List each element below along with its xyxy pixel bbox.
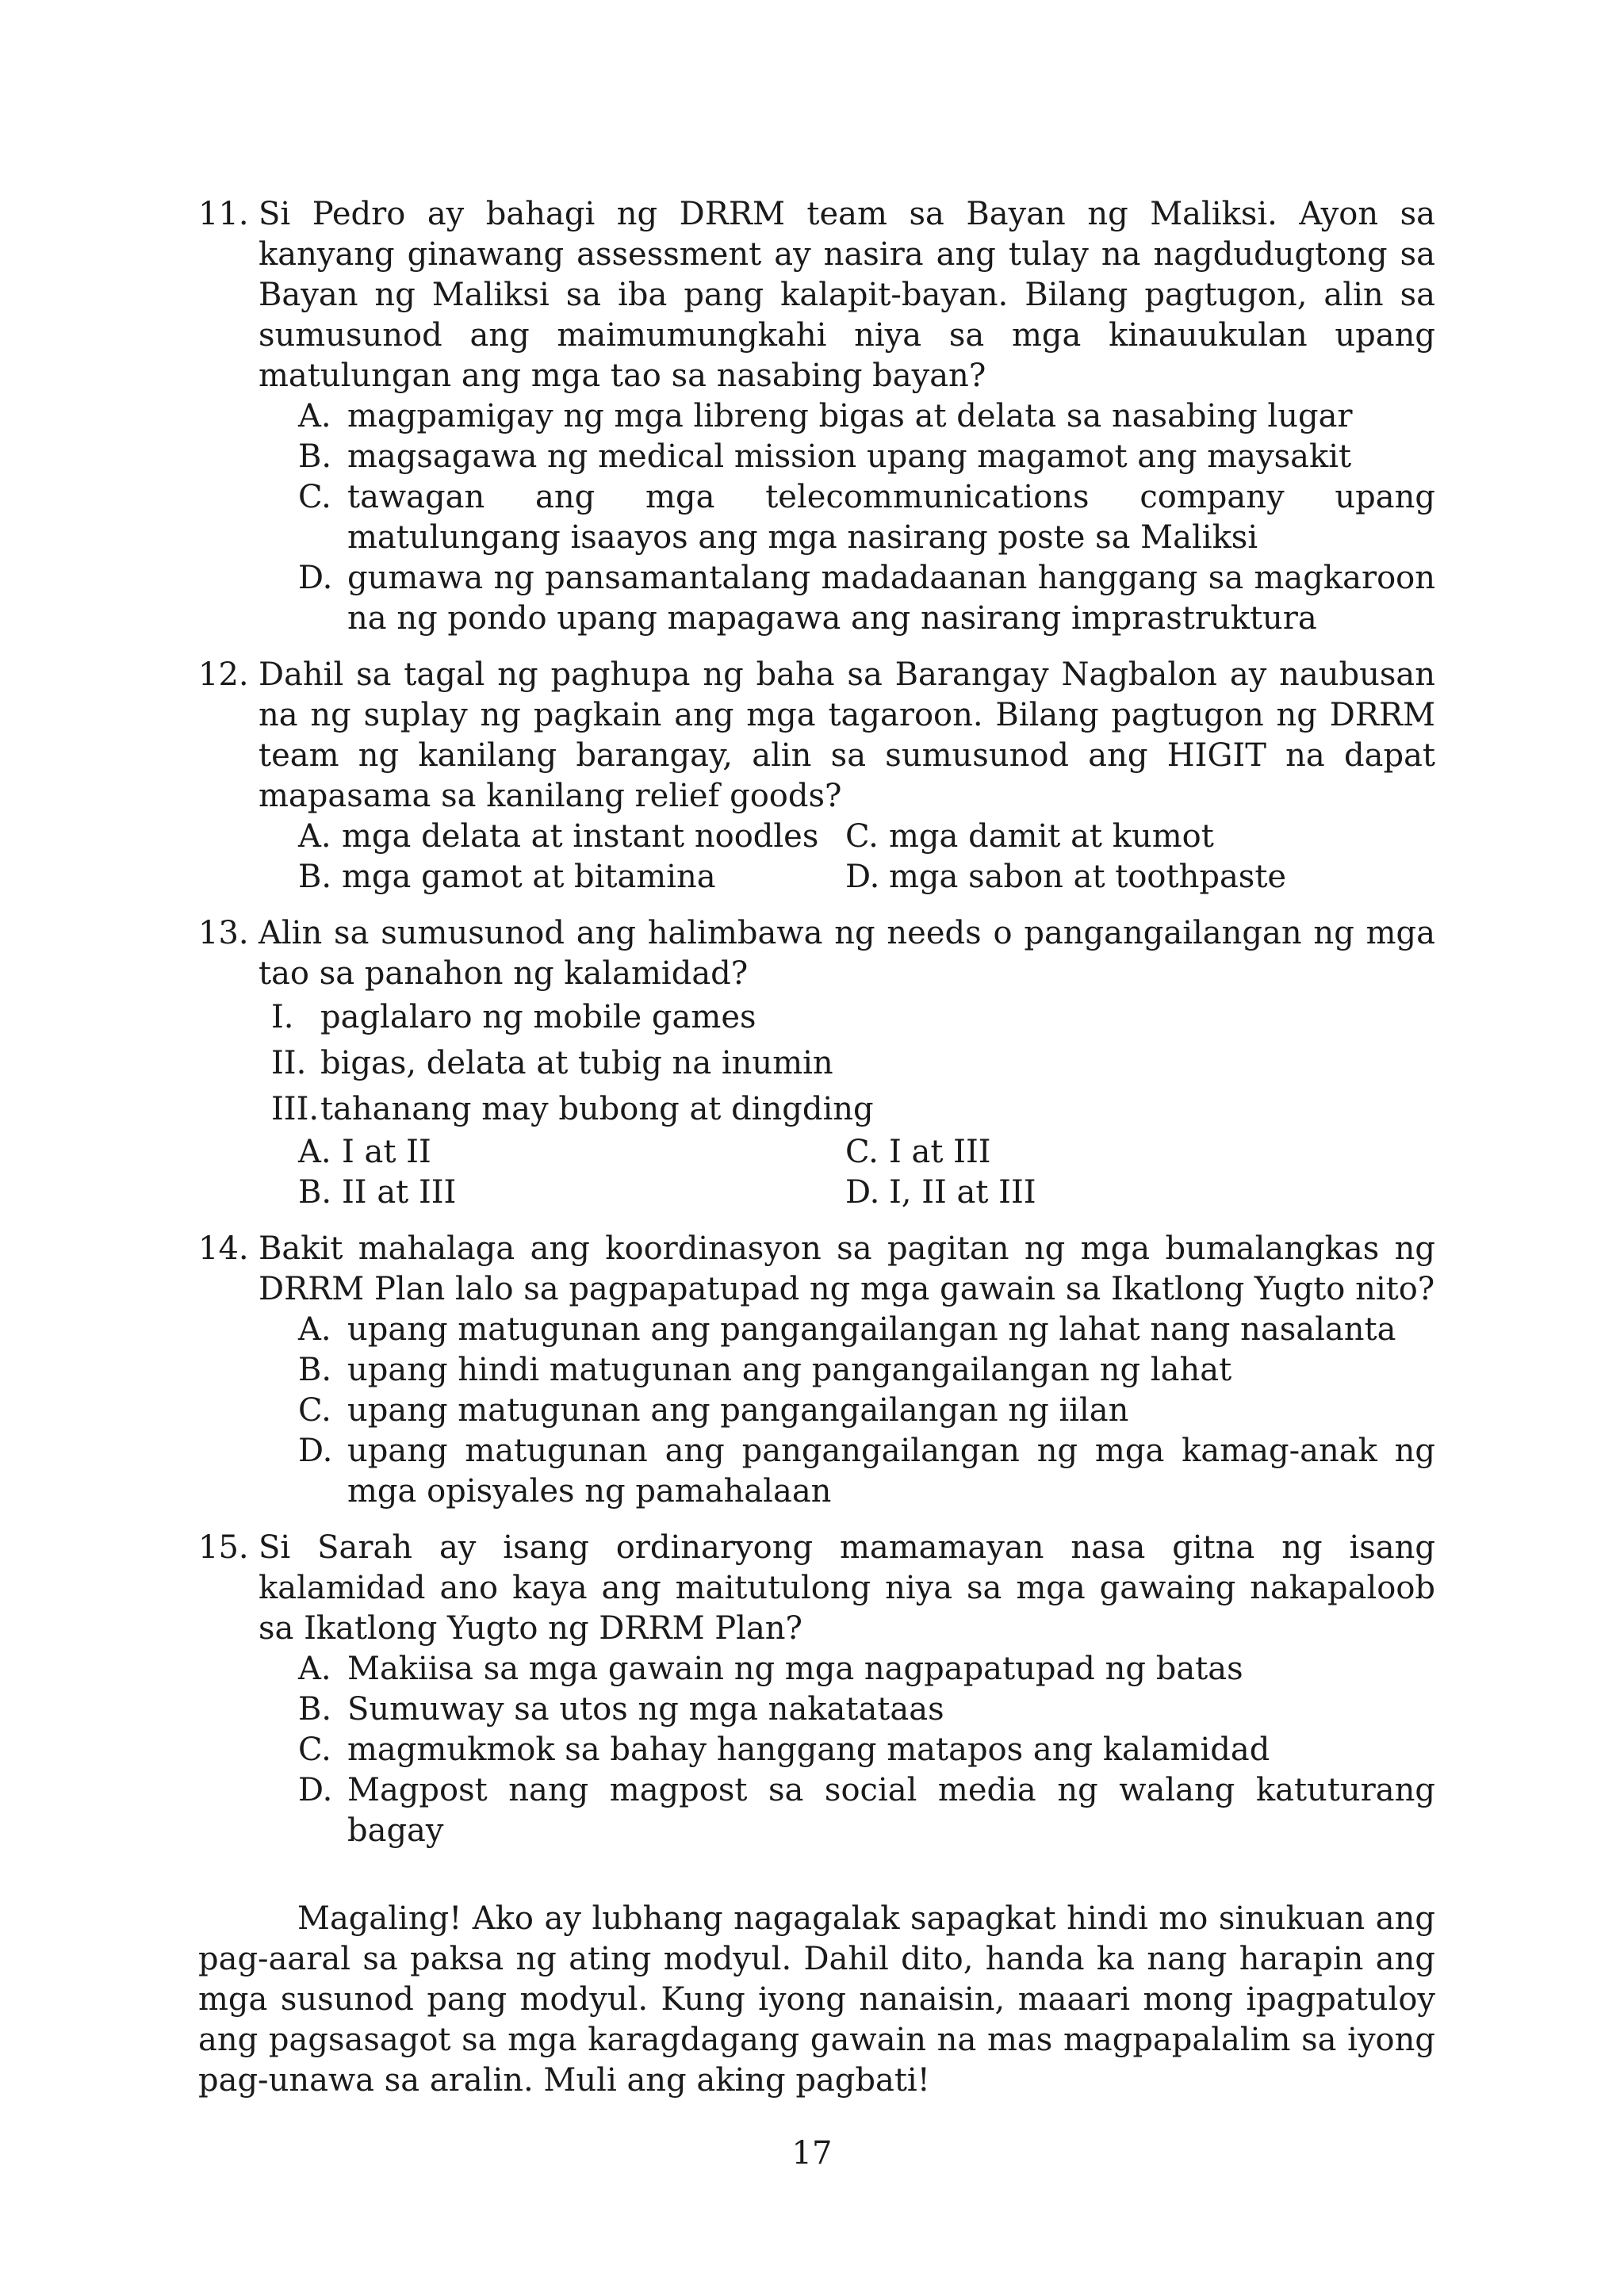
option-text: mga delata at instant noodles	[342, 818, 819, 855]
answer-options	[298, 1310, 1435, 1512]
item-text: paglalaro ng mobile games	[320, 999, 756, 1035]
option-text: Sumuway sa utos ng mga nakatataas	[347, 1691, 944, 1728]
question-stem: Bakit mahalaga ang koordinasyon sa pagitan ng mga bumalangkas ng DRRM Plan lalo sa pagpapatupad ng mga gawain sa Ikatlong Yugto nito?	[259, 1230, 1435, 1307]
question-15	[198, 1528, 1435, 1851]
option-label: C.	[298, 1392, 331, 1429]
option-c	[298, 477, 1435, 558]
option-text: Magpost nang magpost sa social media ng walang katuturang bagay	[347, 1772, 1435, 1849]
answer-options	[298, 817, 1435, 897]
question-body	[259, 1229, 1435, 1512]
option-label: B.	[298, 1691, 332, 1728]
option-label: C.	[298, 479, 331, 515]
page-number: 17	[791, 2135, 833, 2172]
option-label: D.	[845, 1174, 880, 1211]
option-text: mga gamot at bitamina	[342, 859, 716, 895]
question-body	[259, 913, 1435, 1213]
question-12	[198, 655, 1435, 897]
option-c	[845, 817, 1435, 857]
option-label: D.	[298, 560, 333, 596]
answer-options	[298, 396, 1435, 639]
option-d	[298, 1770, 1435, 1851]
question-14	[198, 1229, 1435, 1512]
option-d	[845, 1173, 1435, 1213]
option-text: upang matugunan ang pangangailangan ng lahat nang nasalanta	[347, 1311, 1396, 1348]
option-label: B.	[298, 1174, 332, 1211]
question-stem: Si Pedro ay bahagi ng DRRM team sa Bayan ng Maliksi. Ayon sa kanyang ginawang assessment ay nasira ang tulay na nagdudugtong sa Bayan ng Maliksi sa iba pang kalapit-bayan. Bilang pagtugon, alin sa sumusunod ang maimumungkahi niya sa mga kinauukulan upang matulungan ang mga tao sa nasabing bayan?	[259, 196, 1435, 394]
option-text: tawagan ang mga telecommunications company upang matulungang isaayos ang mga nasirang poste sa Maliksi	[347, 479, 1435, 556]
roman-item-iii	[271, 1086, 1435, 1132]
option-text: magmukmok sa bahay hanggang matapos ang kalamidad	[347, 1732, 1270, 1768]
option-a	[298, 1310, 1435, 1350]
question-13	[198, 913, 1435, 1213]
item-text: tahanang may bubong at dingding	[320, 1091, 874, 1127]
option-c	[845, 1132, 1435, 1173]
option-label: A.	[298, 1311, 331, 1348]
option-text: upang matugunan ang pangangailangan ng iilan	[347, 1392, 1129, 1429]
option-text: I, II at III	[889, 1174, 1036, 1211]
question-stem: Si Sarah ay isang ordinaryong mamamayan nasa gitna ng isang kalamidad ano kaya ang maitutulong niya sa mga gawaing nakapaloob sa Ikatlong Yugto ng DRRM Plan?	[259, 1529, 1435, 1647]
option-text: mga damit at kumot	[889, 818, 1214, 855]
option-d	[298, 1431, 1435, 1512]
option-label: A.	[298, 398, 331, 434]
closing-paragraph: Magaling! Ako ay lubhang nagagalak sapagkat hindi mo sinukuan ang pag-aaral sa paksa ng ating modyul. Dahil dito, handa ka nang harapin ang mga susunod pang modyul. Kung iyong nanaisin, maaari mong ipagpatuloy ang pagsasagot sa mga karagdagang gawain na mas magpapalalim sa iyong pag-unawa sa aralin. Muli ang aking pagbati!	[198, 1900, 1435, 2099]
option-text: magsagawa ng medical mission upang magamot ang maysakit	[347, 438, 1352, 475]
roman-item-i	[271, 994, 1435, 1040]
option-c	[298, 1391, 1435, 1431]
answer-options	[298, 1649, 1435, 1851]
option-b	[298, 1173, 845, 1213]
option-text: upang hindi matugunan ang pangangailangan ng lahat	[347, 1352, 1232, 1388]
question-stem: Alin sa sumusunod ang halimbawa ng needs o pangangailangan ng mga tao sa panahon ng kalamidad?	[259, 915, 1435, 992]
option-a	[298, 1649, 1435, 1689]
option-a	[298, 396, 1435, 437]
question-stem: Dahil sa tagal ng paghupa ng baha sa Barangay Nagbalon ay naubusan na ng suplay ng pagkain ang mga tagaroon. Bilang pagtugon ng DRRM team ng kanilang barangay, alin sa sumusunod ang HIGIT na dapat mapasama sa kanilang relief goods?	[259, 656, 1435, 814]
question-number: 11.	[198, 196, 249, 232]
option-text: I at II	[342, 1134, 431, 1170]
option-label: D.	[845, 859, 880, 895]
option-text: I at III	[889, 1134, 991, 1170]
option-b	[298, 1350, 1435, 1391]
option-text: upang matugunan ang pangangailangan ng mga kamag-anak ng mga opisyales ng pamahalaan	[347, 1433, 1435, 1510]
item-label: II.	[271, 1045, 307, 1081]
option-text: mga sabon at toothpaste	[889, 859, 1287, 895]
question-number: 12.	[198, 656, 249, 693]
option-b	[298, 857, 845, 897]
option-label: A.	[298, 1134, 331, 1170]
option-label: C.	[298, 1732, 331, 1768]
option-label: B.	[298, 859, 332, 895]
option-label: D.	[298, 1772, 333, 1808]
option-label: A.	[298, 818, 331, 855]
option-b	[298, 437, 1435, 477]
option-label: C.	[845, 818, 879, 855]
item-label: III.	[271, 1091, 320, 1127]
question-11	[198, 194, 1435, 639]
roman-item-ii	[271, 1040, 1435, 1086]
question-body	[259, 194, 1435, 639]
question-number: 15.	[198, 1529, 249, 1566]
option-text: magpamigay ng mga libreng bigas at delata sa nasabing lugar	[347, 398, 1353, 434]
question-body	[259, 1528, 1435, 1851]
option-text: II at III	[342, 1174, 457, 1211]
option-text: Makiisa sa mga gawain ng mga nagpapatupad ng batas	[347, 1651, 1243, 1687]
question-body	[259, 655, 1435, 897]
option-c	[298, 1730, 1435, 1770]
option-d	[298, 558, 1435, 639]
option-label: D.	[298, 1433, 333, 1469]
option-label: B.	[298, 438, 332, 475]
answer-options	[298, 1132, 1435, 1213]
option-text: gumawa ng pansamantalang madadaanan hanggang sa magkaroon na ng pondo upang mapagawa ang nasirang imprastruktura	[347, 560, 1435, 637]
option-label: A.	[298, 1651, 331, 1687]
option-label: B.	[298, 1352, 332, 1388]
page-content	[198, 194, 1435, 2101]
option-label: C.	[845, 1134, 879, 1170]
option-a	[298, 817, 845, 857]
item-label: I.	[271, 999, 294, 1035]
option-a	[298, 1132, 845, 1173]
item-text: bigas, delata at tubig na inumin	[320, 1045, 833, 1081]
option-d	[845, 857, 1435, 897]
option-b	[298, 1689, 1435, 1730]
roman-items	[271, 994, 1435, 1132]
question-number: 13.	[198, 915, 249, 951]
question-number: 14.	[198, 1230, 249, 1267]
